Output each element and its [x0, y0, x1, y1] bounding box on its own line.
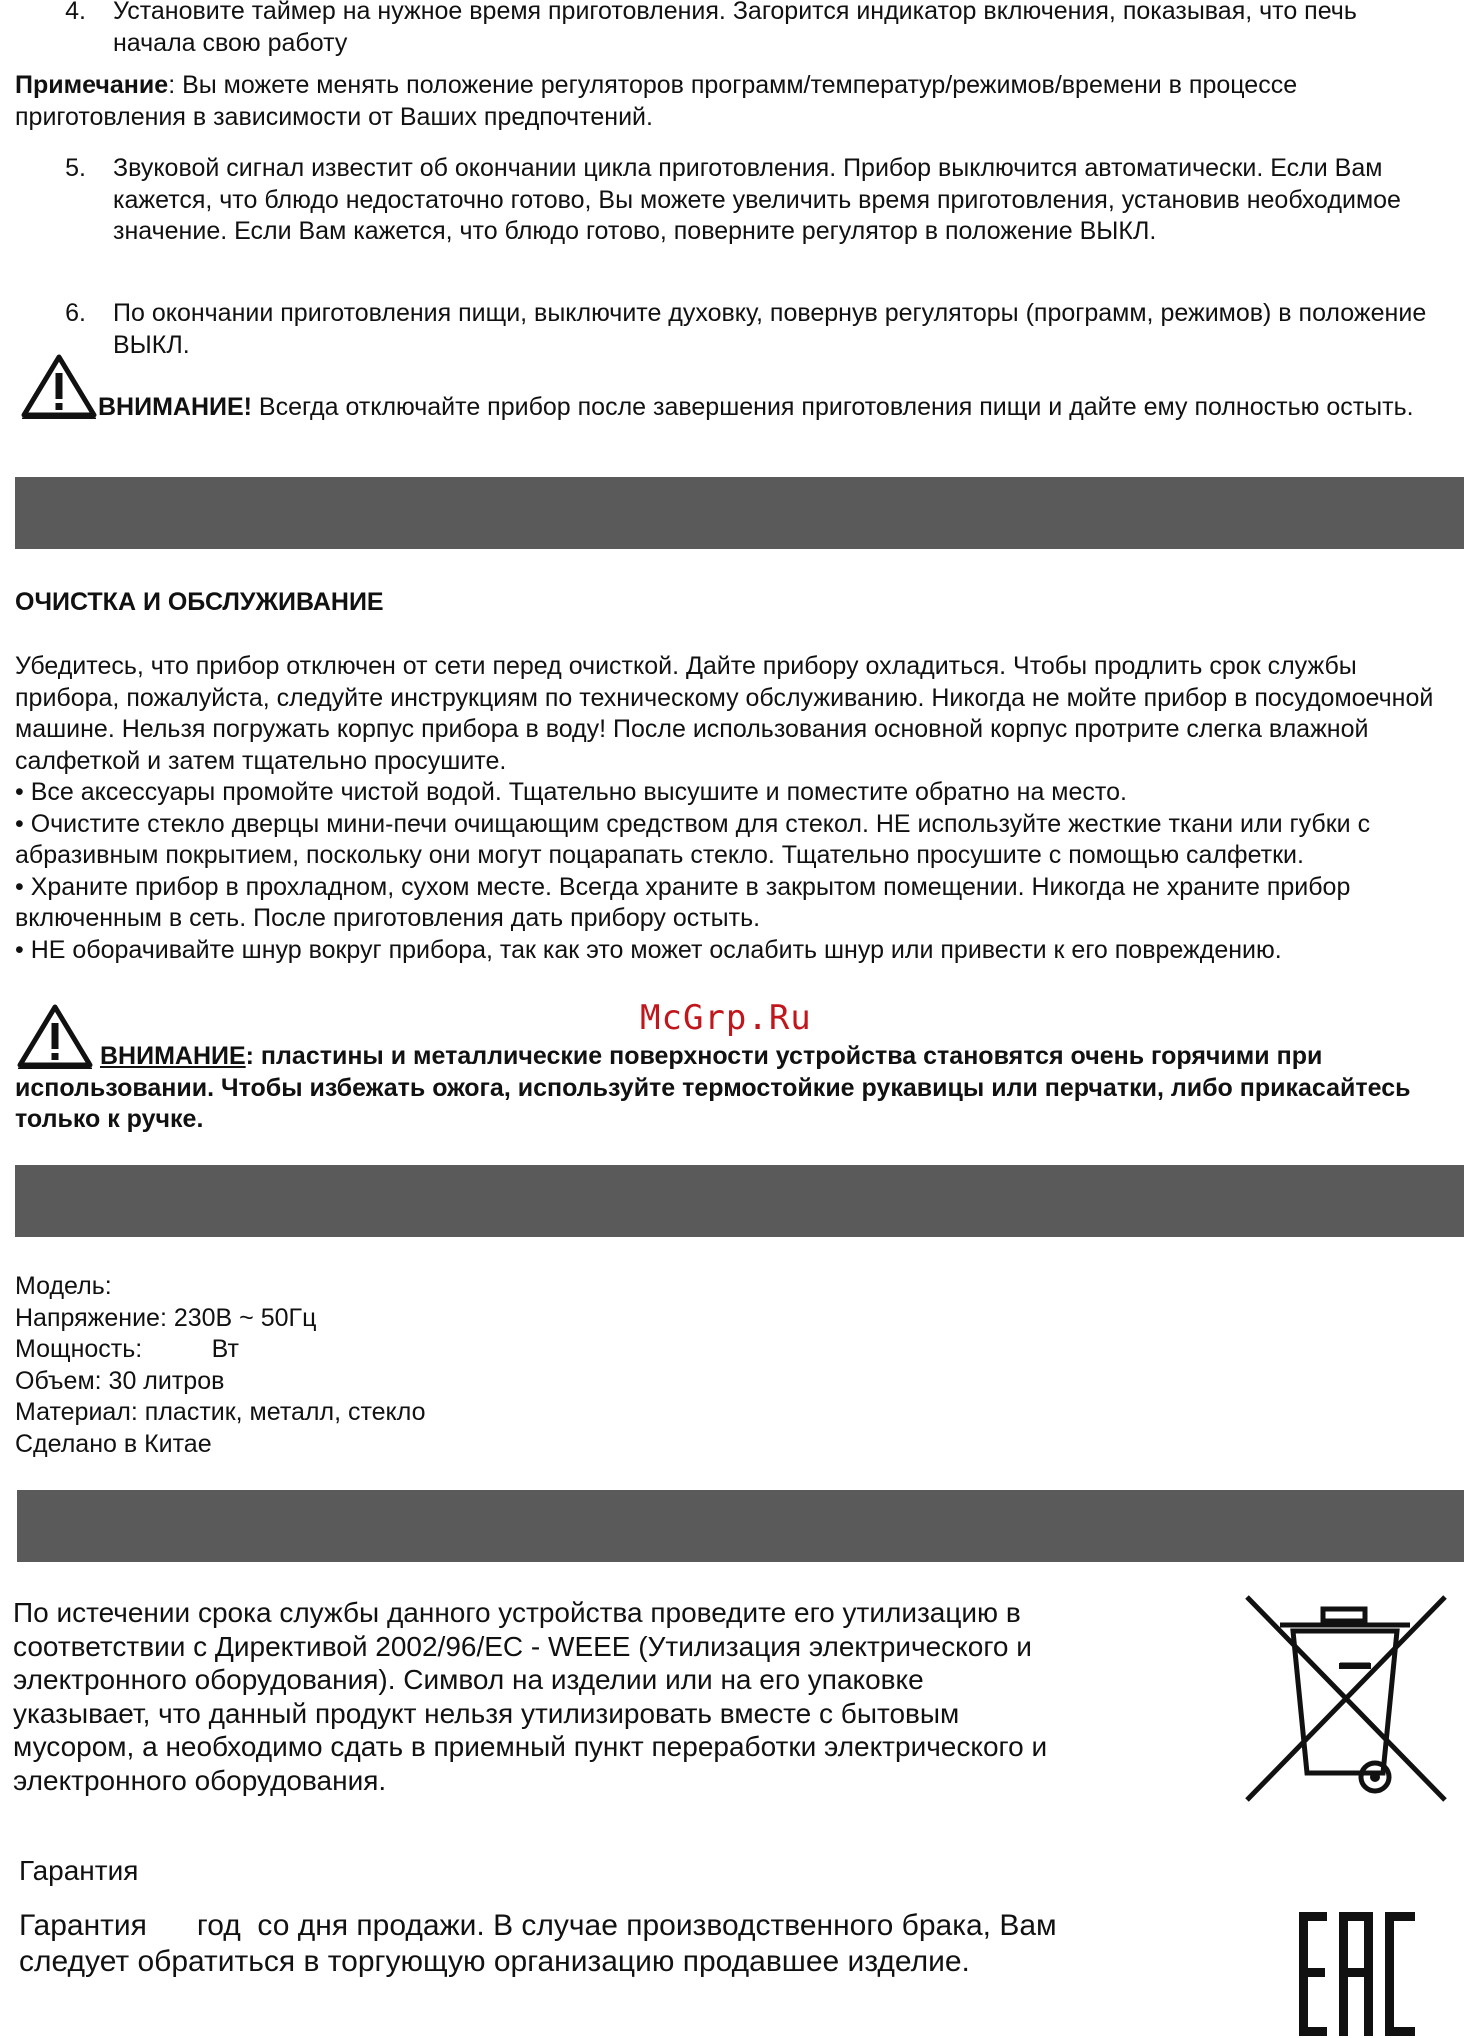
warning-label: ВНИМАНИЕ: [100, 1042, 246, 1070]
warning-text: Всегда отключайте прибор после завершения приготовления пищи и дайте ему полностью остыть.: [251, 393, 1414, 421]
spec-line: Объем: 30 литров: [15, 1366, 225, 1395]
step-text: Звуковой сигнал известит об окончании цикла приготовления. Прибор выключится автоматически. Если Вам кажется, что блюдо недостаточно готово, Вы можете увеличить время приготовления, установив необходимое значение. Если Вам кажется, что блюдо готово, поверните регулятор в положение ВЫКЛ.: [113, 154, 1401, 245]
warning-label: ВНИМАНИЕ!: [98, 393, 252, 421]
section-divider-bar: [17, 1490, 1464, 1562]
note-label: Примечание: [15, 71, 169, 99]
list-item: • Очистите стекло дверцы мини-печи очищающим средством для стекол. НЕ используйте жесткие ткани или губки с абразивным покрытием, поскольку они могут поцарапать стекло. Тщательно просушите с помощью салфетки.: [15, 809, 1371, 869]
warning-notice: [18, 392, 1438, 424]
cleaning-body: [15, 651, 1445, 966]
spec-line: Мощность: Вт: [15, 1335, 239, 1363]
list-item: • Храните прибор в прохладном, сухом месте. Всегда храните в закрытом помещении. Никогда не храните прибор включенным в сеть. После приготовления дать прибору остыть.: [15, 872, 1351, 932]
warning-text: : пластины и металлические поверхности устройства становятся очень горячими при использовании. Чтобы избежать ожога, используйте термостойкие рукавицы или перчатки, либо прикасайтесь только к ручке.: [15, 1042, 1411, 1133]
warning-notice: [15, 1041, 1455, 1136]
note: [15, 70, 1435, 133]
section-divider-bar: [15, 477, 1464, 549]
watermark: McGrp.Ru: [640, 998, 812, 1038]
spec-line: Материал: пластик, металл, стекло: [15, 1398, 426, 1426]
list-item: • Все аксессуары промойте чистой водой. Тщательно высушите и поместите обратно на место.: [15, 778, 1127, 806]
eac-mark-icon: [1295, 1908, 1419, 2038]
warranty-text: Гарантия год со дня продажи. В случае производственного брака, Вам следует обратиться в торгующую организацию продавшее изделие.: [19, 1909, 1066, 1978]
step-number: 5.: [65, 154, 86, 182]
step-number: 6.: [65, 299, 86, 327]
section-divider-bar: [15, 1165, 1464, 1237]
section-heading: ОЧИСТКА И ОБСЛУЖИВАНИЕ: [15, 588, 384, 616]
step-text: По окончании приготовления пищи, выключите духовку, повернув регуляторы (программ, режимов) в положение ВЫКЛ.: [113, 299, 1427, 359]
spec-line: Сделано в Китае: [15, 1429, 212, 1458]
note-text: : Вы можете менять положение регуляторов программ/температур/режимов/времени в процессе приготовления в зависимости от Ваших предпочтений.: [15, 71, 1298, 131]
step-number: 4.: [65, 0, 86, 25]
warranty-heading: Гарантия: [19, 1855, 139, 1886]
spec-line: Напряжение: 230В ~ 50Гц: [15, 1303, 317, 1332]
specifications: [15, 1271, 426, 1460]
step-text: Установите таймер на нужное время приготовления. Загорится индикатор включения, показывая, что печь начала свою работу: [113, 0, 1357, 57]
cleaning-paragraph: Убедитесь, что прибор отключен от сети перед очисткой. Дайте прибору охладиться. Чтобы продлить срок службы прибора, пожалуйста, следуйте инструкциям по техническому обслуживанию. Никогда не мойте прибор в посудомоечной машине. Нельзя погружать корпус прибора в воду! После использования основной корпус протрите слегка влажной салфеткой и затем тщательно просушите.: [15, 652, 1434, 775]
disposal-text: По истечении срока службы данного устройства проведите его утилизацию в соответствии с Директивой 2002/96/EC - WEEE (Утилизация электрического и электронного оборудования). Символ на изделии или на его упаковке указывает, что данный продукт нельзя утилизировать вместе с бытовым мусором, а необходимо сдать в приемный пункт переработки электрического и электронного оборудования.: [13, 1597, 1048, 1796]
weee-crossed-bin-icon: [1245, 1595, 1450, 1805]
spec-line: Модель:: [15, 1272, 112, 1300]
list-item: • НЕ оборачивайте шнур вокруг прибора, так как это может ослабить шнур или привести к его повреждению.: [15, 935, 1282, 964]
